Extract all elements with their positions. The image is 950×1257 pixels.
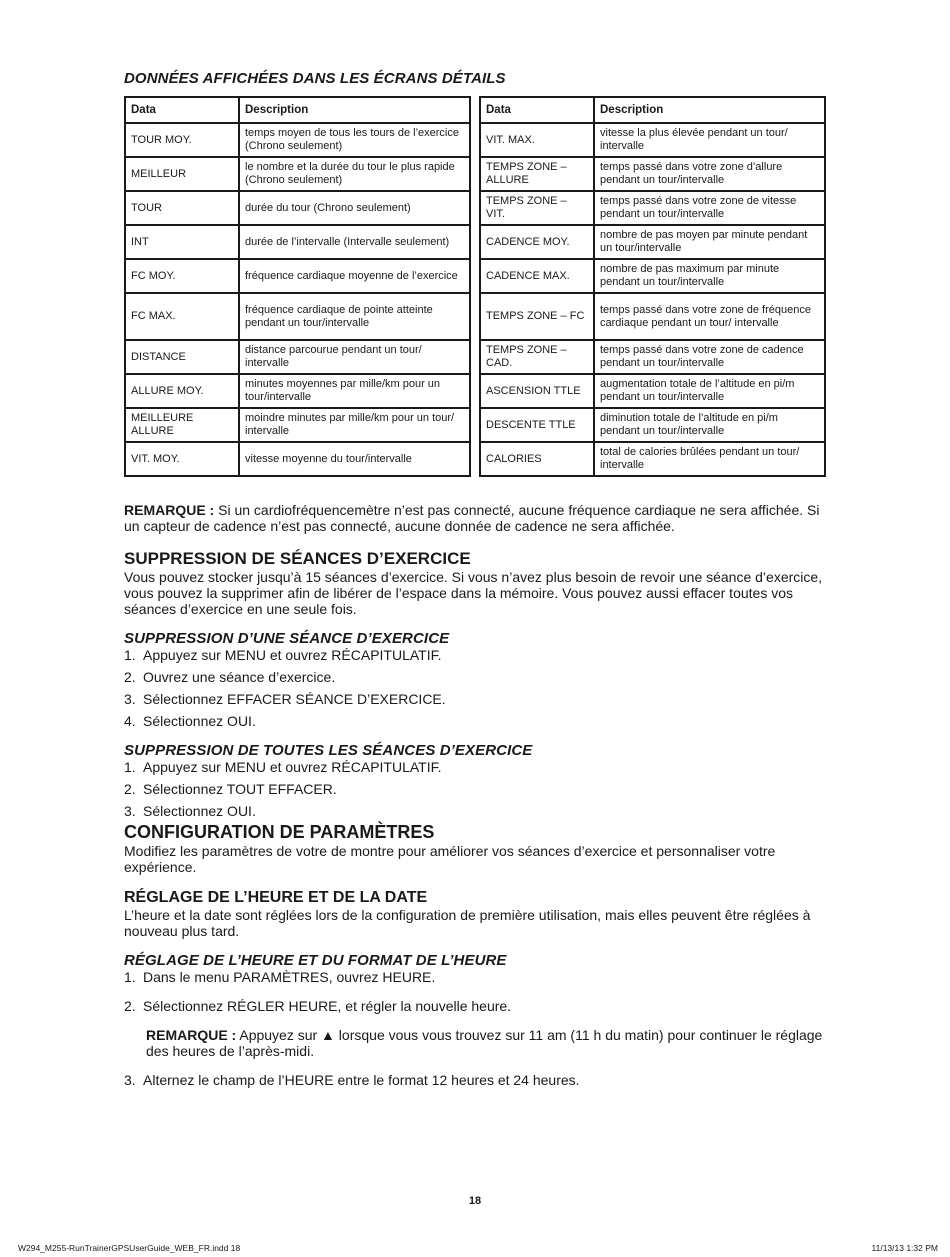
table-cell-description: durée du tour (Chrono seulement): [239, 191, 470, 225]
list-item: [124, 998, 826, 1014]
table-cell-description: moindre minutes par mille/km pour un tour/ intervalle: [239, 408, 470, 442]
remark-label: REMARQUE :: [146, 1027, 237, 1043]
step-number: 3.: [124, 1072, 136, 1088]
table-cell-description: fréquence cardiaque de pointe atteinte pendant un tour/intervalle: [239, 293, 470, 340]
table-left: [124, 96, 471, 477]
column-header: Data: [125, 97, 239, 123]
step-text: Sélectionnez RÉGLER HEURE, et régler la nouvelle heure.: [143, 998, 512, 1014]
time-format-steps-continued: [124, 1072, 826, 1088]
table-cell-description: vitesse la plus élevée pendant un tour/ intervalle: [594, 123, 825, 157]
table-row: [480, 191, 825, 225]
table-cell-data: VIT. MAX.: [480, 123, 594, 157]
table-row: [125, 259, 470, 293]
column-header: Description: [594, 97, 825, 123]
table-row: [125, 157, 470, 191]
delete-one-steps: [124, 647, 826, 729]
file-slug: W294_M255-RunTrainerGPSUserGuide_WEB_FR.indd 18: [18, 1243, 241, 1253]
table-row: [480, 225, 825, 259]
page-number: 18: [468, 1195, 482, 1207]
table-cell-data: TEMPS ZONE – ALLURE: [480, 157, 594, 191]
table-row: [480, 442, 825, 476]
step-text: Alternez le champ de l’HEURE entre le format 12 heures et 24 heures.: [143, 1072, 580, 1088]
table-row: [125, 225, 470, 259]
list-item: [124, 691, 826, 707]
table-cell-data: CALORIES: [480, 442, 594, 476]
list-item: [124, 781, 826, 797]
table-cell-data: DESCENTE TTLE: [480, 408, 594, 442]
table-header-row: [480, 97, 825, 123]
list-item: [124, 713, 826, 729]
table-cell-data: MEILLEUR: [125, 157, 239, 191]
table-row: [125, 123, 470, 157]
table-cell-description: durée de l’intervalle (Intervalle seulement): [239, 225, 470, 259]
time-date-title: RÉGLAGE DE L’HEURE ET DE LA DATE: [124, 889, 428, 906]
table-cell-description: fréquence cardiaque moyenne de l’exercice: [239, 259, 470, 293]
table-row: [125, 191, 470, 225]
table-row: [480, 408, 825, 442]
table-cell-data: MEILLEURE ALLURE: [125, 408, 239, 442]
step-text: Dans le menu PARAMÈTRES, ouvrez HEURE.: [143, 969, 436, 985]
table-cell-description: nombre de pas moyen par minute pendant un tour/intervalle: [594, 225, 825, 259]
table-cell-description: minutes moyennes par mille/km pour un tour/intervalle: [239, 374, 470, 408]
table-row: [480, 123, 825, 157]
table-row: [480, 340, 825, 374]
delete-section-title: SUPPRESSION DE SÉANCES D’EXERCICE: [124, 549, 471, 568]
table-cell-data: VIT. MOY.: [125, 442, 239, 476]
delete-one-title: SUPPRESSION D’UNE SÉANCE D’EXERCICE: [124, 630, 450, 647]
step-text: Appuyez sur MENU et ouvrez RÉCAPITULATIF.: [143, 647, 442, 663]
table-cell-data: FC MAX.: [125, 293, 239, 340]
time-date-text: L’heure et la date sont réglées lors de la configuration de première utilisation, mais elles peuvent être réglées à nouveau plus tard.: [124, 907, 811, 939]
table-cell-description: distance parcourue pendant un tour/ intervalle: [239, 340, 470, 374]
config-title: CONFIGURATION DE PARAMÈTRES: [124, 822, 435, 842]
column-header: Data: [480, 97, 594, 123]
table-row: [480, 374, 825, 408]
table-cell-data: TOUR: [125, 191, 239, 225]
step-number: 2.: [124, 998, 136, 1014]
table-row: [125, 408, 470, 442]
page-content: [124, 70, 826, 1088]
step-text: Sélectionnez OUI.: [143, 713, 256, 729]
table-cell-data: DISTANCE: [125, 340, 239, 374]
table-row: [480, 293, 825, 340]
table-row: [125, 442, 470, 476]
list-item: [124, 1072, 826, 1088]
step-number: 1.: [124, 969, 136, 985]
table-cell-data: FC MOY.: [125, 259, 239, 293]
table-header-row: [125, 97, 470, 123]
table-row: [125, 340, 470, 374]
remark-paragraph: [124, 502, 826, 534]
step-text: Sélectionnez TOUT EFFACER.: [143, 781, 337, 797]
table-row: [480, 157, 825, 191]
step-number: 3.: [124, 803, 136, 819]
time-remark-paragraph: [124, 1027, 826, 1059]
list-item: [124, 759, 826, 775]
table-row: [125, 293, 470, 340]
step-number: 3.: [124, 691, 136, 707]
table-cell-description: le nombre et la durée du tour le plus rapide (Chrono seulement): [239, 157, 470, 191]
list-item: [124, 647, 826, 663]
table-cell-description: temps passé dans votre zone d’allure pendant un tour/intervalle: [594, 157, 825, 191]
list-item: [124, 969, 826, 985]
remark-text: Appuyez sur ▲ lorsque vous vous trouvez sur 11 am (11 h du matin) pour continuer le réglage des heures de l’après-midi.: [146, 1027, 823, 1059]
table-cell-description: temps passé dans votre zone de vitesse pendant un tour/intervalle: [594, 191, 825, 225]
time-format-steps: [124, 969, 826, 1014]
table-cell-description: total de calories brûlées pendant un tour/ intervalle: [594, 442, 825, 476]
table-cell-description: temps passé dans votre zone de cadence pendant un tour/intervalle: [594, 340, 825, 374]
table-cell-description: temps passé dans votre zone de fréquence cardiaque pendant un tour/ intervalle: [594, 293, 825, 340]
section-title: DONNÉES AFFICHÉES DANS LES ÉCRANS DÉTAILS: [124, 70, 506, 87]
table-cell-data: TEMPS ZONE – CAD.: [480, 340, 594, 374]
table-cell-data: CADENCE MOY.: [480, 225, 594, 259]
table-row: [480, 259, 825, 293]
table-cell-description: diminution totale de l’altitude en pi/m pendant un tour/intervalle: [594, 408, 825, 442]
table-cell-data: INT: [125, 225, 239, 259]
step-number: 1.: [124, 759, 136, 775]
table-cell-data: ALLURE MOY.: [125, 374, 239, 408]
table-cell-description: temps moyen de tous les tours de l’exercice (Chrono seulement): [239, 123, 470, 157]
remark-label: REMARQUE :: [124, 502, 215, 518]
column-header: Description: [239, 97, 470, 123]
table-cell-description: augmentation totale de l’altitude en pi/m pendant un tour/intervalle: [594, 374, 825, 408]
step-number: 2.: [124, 669, 136, 685]
table-cell-data: ASCENSION TTLE: [480, 374, 594, 408]
table-right: [479, 96, 826, 477]
table-cell-description: vitesse moyenne du tour/intervalle: [239, 442, 470, 476]
table-cell-description: nombre de pas maximum par minute pendant un tour/intervalle: [594, 259, 825, 293]
step-text: Appuyez sur MENU et ouvrez RÉCAPITULATIF.: [143, 759, 442, 775]
table-row: [125, 374, 470, 408]
config-text: Modifiez les paramètres de votre de montre pour améliorer vos séances d’exercice et personnaliser votre expérience.: [124, 843, 776, 875]
step-number: 4.: [124, 713, 136, 729]
step-text: Ouvrez une séance d’exercice.: [143, 669, 336, 685]
step-number: 2.: [124, 781, 136, 797]
step-text: Sélectionnez OUI.: [143, 803, 256, 819]
table-cell-data: TOUR MOY.: [125, 123, 239, 157]
time-format-title: RÉGLAGE DE L’HEURE ET DU FORMAT DE L’HEURE: [124, 952, 507, 969]
delete-all-steps: [124, 759, 826, 819]
list-item: [124, 669, 826, 685]
delete-all-title: SUPPRESSION DE TOUTES LES SÉANCES D’EXERCICE: [124, 742, 533, 759]
date-slug: 11/13/13 1:32 PM: [871, 1243, 938, 1253]
table-cell-data: TEMPS ZONE – FC: [480, 293, 594, 340]
step-number: 1.: [124, 647, 136, 663]
table-cell-data: TEMPS ZONE – VIT.: [480, 191, 594, 225]
step-text: Sélectionnez EFFACER SÉANCE D’EXERCICE.: [143, 691, 446, 707]
data-tables: [124, 96, 826, 477]
remark-text: Si un cardiofréquencemètre n’est pas connecté, aucune fréquence cardiaque ne sera affichée. Si un capteur de cadence n’est pas connecté, aucune donnée de cadence ne sera affichée.: [124, 502, 820, 534]
delete-section-text: Vous pouvez stocker jusqu’à 15 séances d’exercice. Si vous n’avez plus besoin de revoir une séance d’exercice, vous pouvez la supprimer afin de libérer de l’espace dans la mémoire. Vous pouvez aussi effacer toutes vos séances d’exercice en une seule fois.: [124, 569, 823, 617]
list-item: [124, 803, 826, 819]
table-cell-data: CADENCE MAX.: [480, 259, 594, 293]
